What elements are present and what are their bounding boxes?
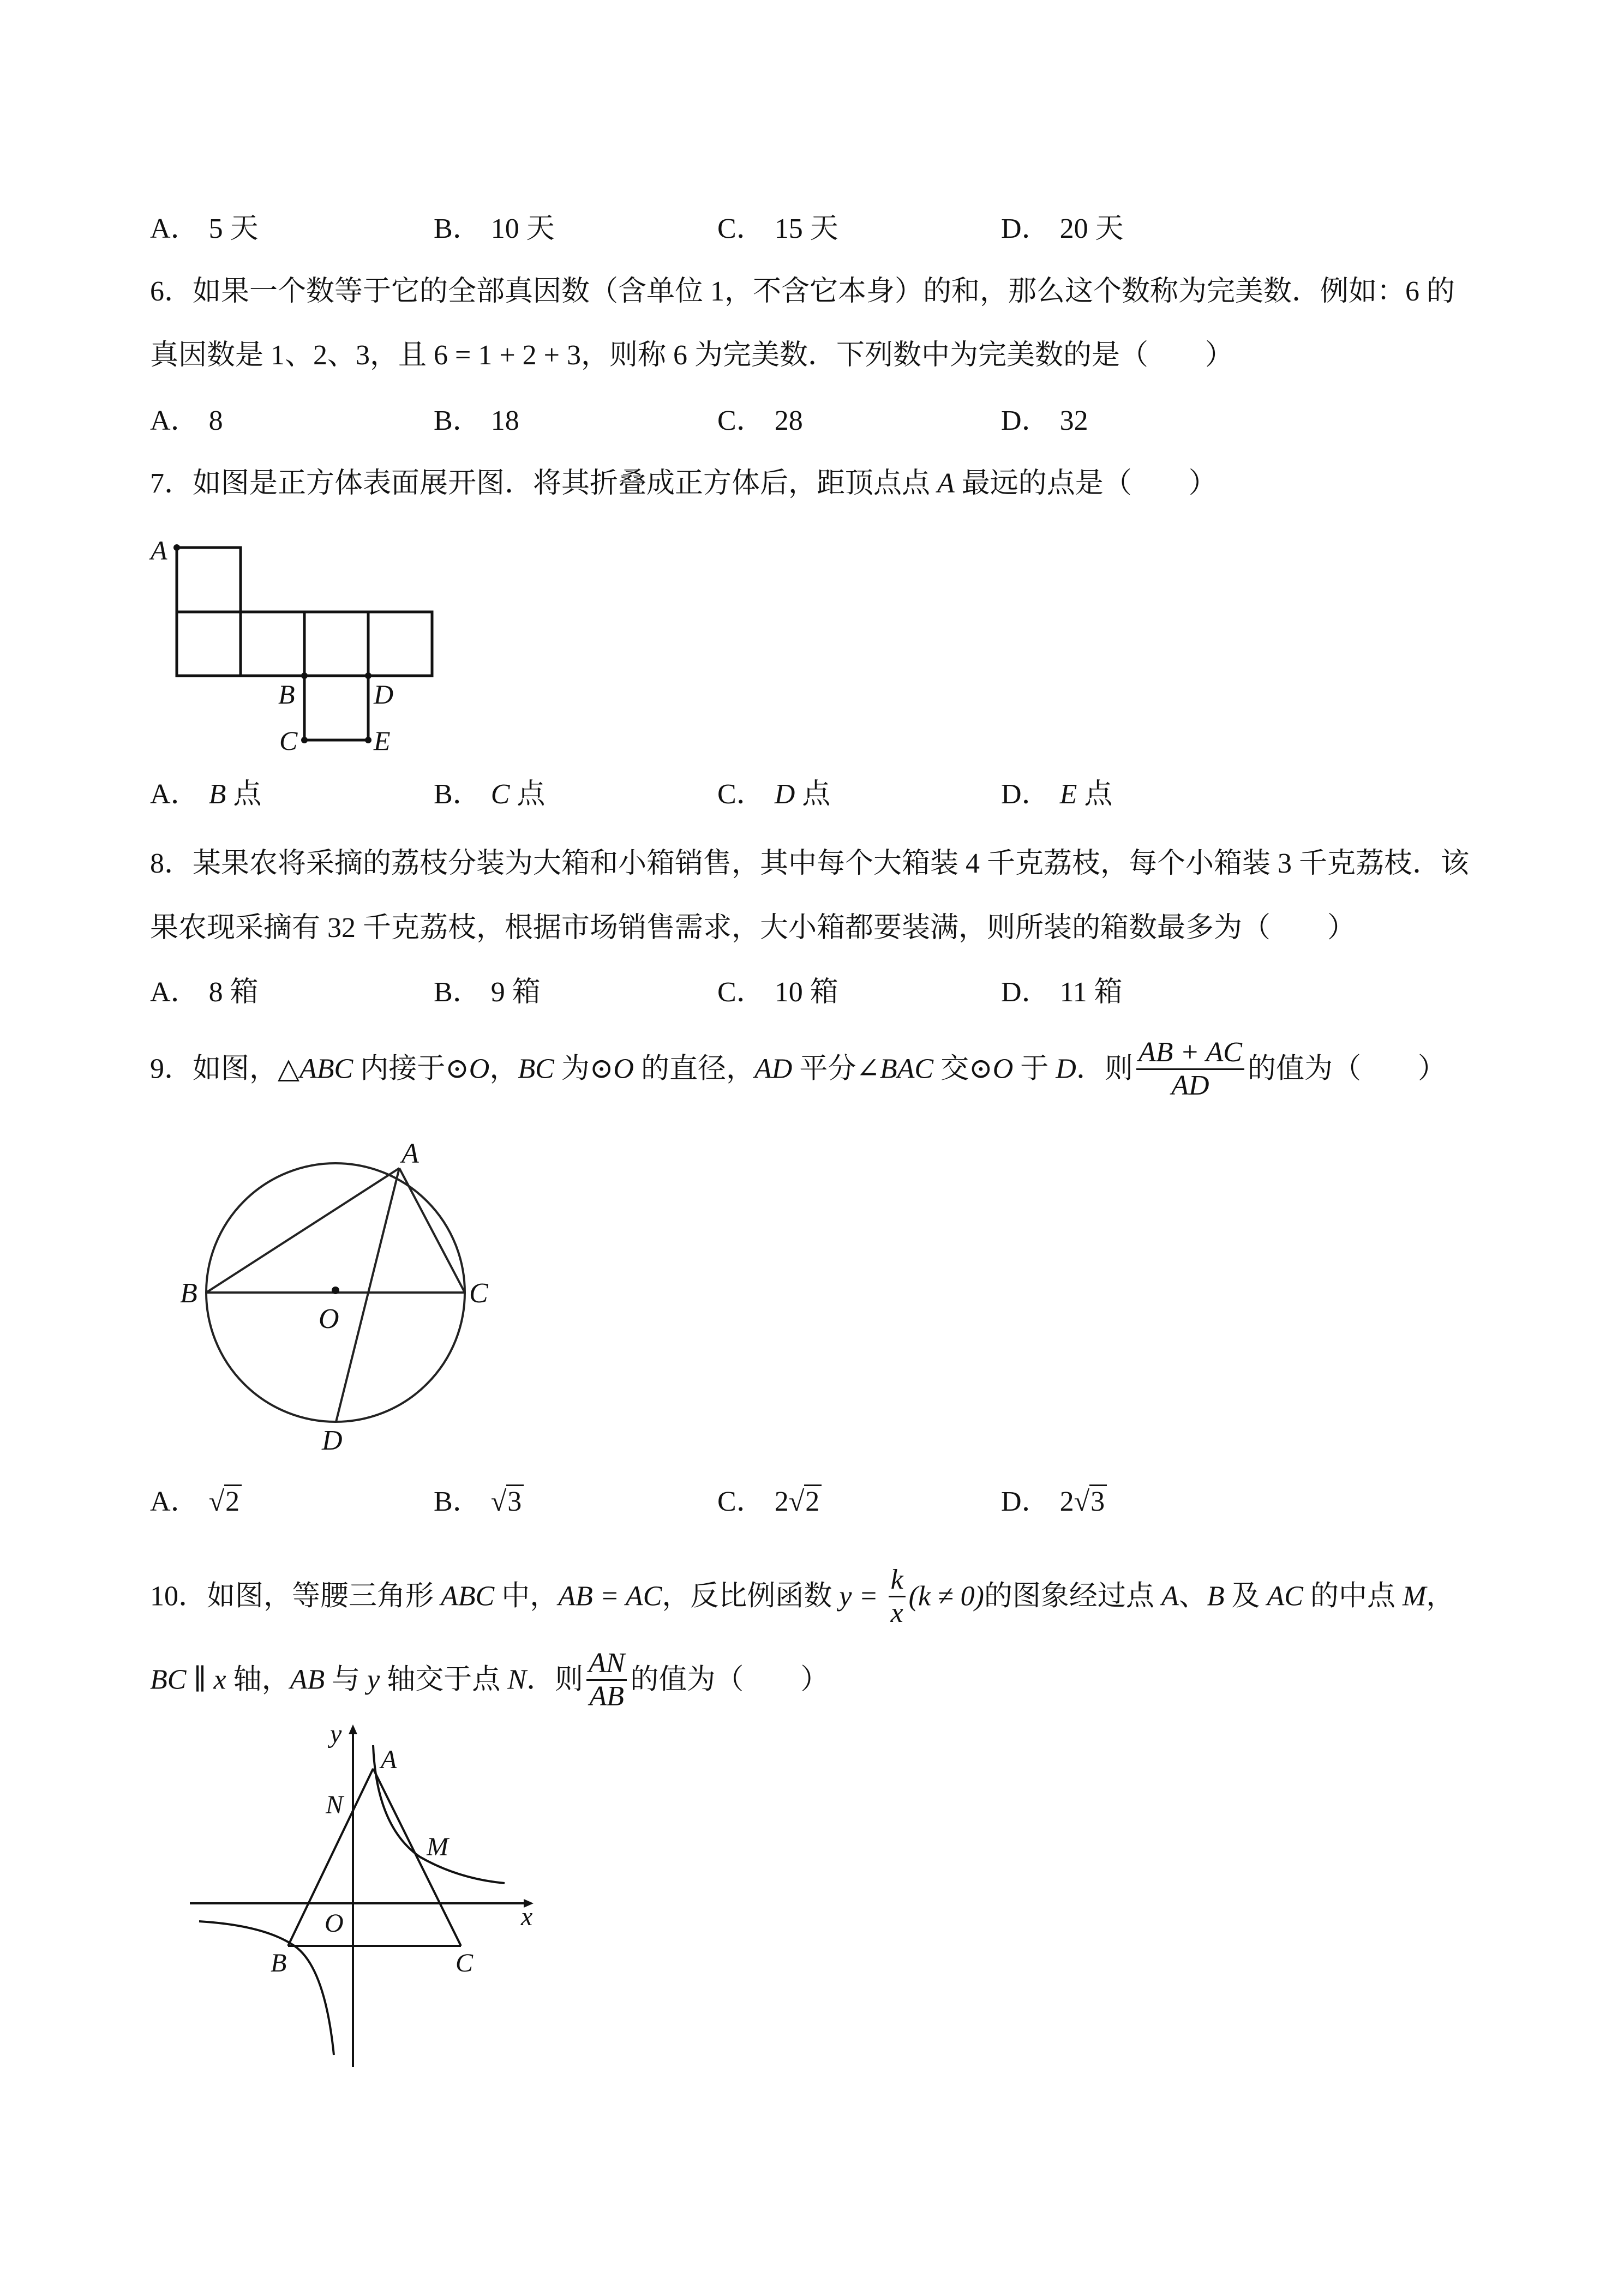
q5-option-a[interactable]: A． 5 天 bbox=[150, 213, 259, 244]
q7-option-d[interactable]: D． E 点 bbox=[1001, 779, 1113, 810]
q5-option-d[interactable]: D． 20 天 bbox=[1001, 213, 1124, 244]
sqrt-icon: √ bbox=[1074, 1486, 1090, 1517]
q8-option-d[interactable]: D． 11 箱 bbox=[1001, 977, 1123, 1008]
q9-option-b[interactable]: B． √3 bbox=[434, 1484, 524, 1519]
label-e: E bbox=[374, 725, 391, 756]
point-d bbox=[365, 672, 371, 679]
q10-function-fraction: $\frac{k}{x}$ bbox=[889, 1564, 906, 1629]
net-face-1 bbox=[177, 612, 241, 676]
q5-option-b[interactable]: B． 10 天 bbox=[434, 213, 555, 244]
q6-options bbox=[150, 404, 1514, 438]
q7-cube-net-figure bbox=[142, 529, 469, 758]
y-axis-arrow-icon bbox=[349, 1724, 357, 1734]
q8-options bbox=[150, 975, 1514, 1010]
label-a: A bbox=[401, 1138, 419, 1169]
q10-hyperbola-figure bbox=[175, 1718, 567, 2111]
q10-ratio-fraction: $\frac{AN}{AB}$ bbox=[586, 1648, 627, 1712]
q8-option-a[interactable]: A． 8 箱 bbox=[150, 977, 259, 1008]
q9-stem: 9．如图，△ABC 内接于⊙O，BC 为⊙O 的直径，AD 平分∠BAC 交⊙O 于 D．则 $\frac{AB + AC}{AD}$ 的值为（ ） bbox=[150, 1037, 1446, 1101]
sqrt-icon: √ bbox=[788, 1486, 805, 1517]
circle-diagram bbox=[164, 1113, 546, 1451]
q6-option-c[interactable]: C． 28 bbox=[717, 405, 803, 436]
point-b bbox=[301, 672, 308, 679]
label-m: M bbox=[427, 1832, 448, 1861]
q9-circle-figure bbox=[164, 1113, 546, 1451]
segment-ad bbox=[336, 1168, 399, 1422]
label-c: C bbox=[279, 725, 298, 756]
net-face-2 bbox=[241, 612, 304, 676]
q7-options bbox=[150, 777, 1514, 812]
label-x: x bbox=[521, 1902, 533, 1931]
q8-option-b[interactable]: B． 9 箱 bbox=[434, 977, 541, 1008]
q9-option-a[interactable]: A． √2 bbox=[150, 1484, 242, 1519]
q10-stem-line2: BC ∥ x 轴，AB 与 y 轴交于点 N．则 $\frac{AN}{AB}$ 的值为（ ） bbox=[150, 1648, 829, 1712]
q7-option-b[interactable]: B． C 点 bbox=[434, 779, 546, 810]
label-a: A bbox=[381, 1745, 397, 1774]
sqrt-icon: √ bbox=[208, 1486, 225, 1517]
point-a bbox=[173, 544, 180, 551]
q9-option-d[interactable]: D． 2√3 bbox=[1001, 1484, 1107, 1519]
q8-option-c[interactable]: C． 10 箱 bbox=[717, 977, 838, 1008]
q5-option-c[interactable]: C． 15 天 bbox=[717, 213, 838, 244]
net-face-4 bbox=[368, 612, 432, 676]
label-c: C bbox=[456, 1949, 474, 1978]
q7-stem: 7．如图是正方体表面展开图．将其折叠成正方体后，距顶点点 A 最远的点是（ ） bbox=[150, 468, 1217, 499]
q6-stem-line1: 6．如果一个数等于它的全部真因数（含单位 1，不含它本身）的和，那么这个数称为完美数．例如：6 的 bbox=[150, 276, 1455, 307]
q7-option-a[interactable]: A． B 点 bbox=[150, 779, 262, 810]
label-o: O bbox=[319, 1303, 339, 1335]
label-y: y bbox=[330, 1720, 342, 1748]
q10-stem-line1: 10．如图，等腰三角形 ABC 中，AB = AC，反比例函数 y = $\frac{k}{x}$ (k ≠ 0)的图象经过点 A、B 及 AC 的中点 M， bbox=[150, 1564, 1455, 1628]
net-face-bottom bbox=[304, 676, 368, 740]
q6-option-d[interactable]: D． 32 bbox=[1001, 405, 1088, 436]
q7-option-c[interactable]: C． D 点 bbox=[717, 779, 831, 810]
label-d: D bbox=[322, 1425, 343, 1451]
q8-stem-line1: 8．某果农将采摘的荔枝分装为大箱和小箱销售，其中每个大箱装 4 千克荔枝，每个小箱装 3 千克荔枝．该 bbox=[150, 848, 1470, 879]
q9-option-c[interactable]: C． 2√2 bbox=[717, 1484, 822, 1519]
segment-ab bbox=[206, 1168, 399, 1293]
q6-option-a[interactable]: A． 8 bbox=[150, 405, 223, 436]
label-c: C bbox=[469, 1278, 488, 1309]
label-a: A bbox=[151, 535, 167, 566]
center-point-o bbox=[332, 1287, 339, 1294]
q6-option-b[interactable]: B． 18 bbox=[434, 405, 519, 436]
coordinate-diagram bbox=[175, 1718, 567, 2111]
label-b: B bbox=[271, 1949, 287, 1978]
label-b: B bbox=[278, 679, 295, 710]
net-face-top bbox=[177, 548, 241, 612]
point-e bbox=[365, 737, 371, 743]
label-o: O bbox=[325, 1909, 344, 1938]
sqrt-icon: √ bbox=[490, 1486, 507, 1517]
q9-options bbox=[150, 1484, 1514, 1519]
label-b: B bbox=[180, 1278, 197, 1309]
q6-stem-line2: 真因数是 1、2、3，且 6 = 1 + 2 + 3，则称 6 为完美数．下列数中为完美数的是（ ） bbox=[150, 340, 1233, 371]
point-c bbox=[301, 737, 308, 743]
q5-options bbox=[150, 212, 1514, 247]
hyperbola-branch-left bbox=[199, 1921, 334, 2055]
segment-ac bbox=[399, 1168, 465, 1293]
q9-fraction: $\frac{AB + AC}{AD}$ bbox=[1136, 1037, 1244, 1102]
label-n: N bbox=[326, 1790, 344, 1819]
cube-net-diagram bbox=[142, 529, 469, 758]
q8-stem-line2: 果农现采摘有 32 千克荔枝，根据市场销售需求，大小箱都要装满，则所装的箱数最多为（ ） bbox=[150, 912, 1356, 943]
net-face-3 bbox=[304, 612, 368, 676]
label-d: D bbox=[374, 679, 394, 710]
